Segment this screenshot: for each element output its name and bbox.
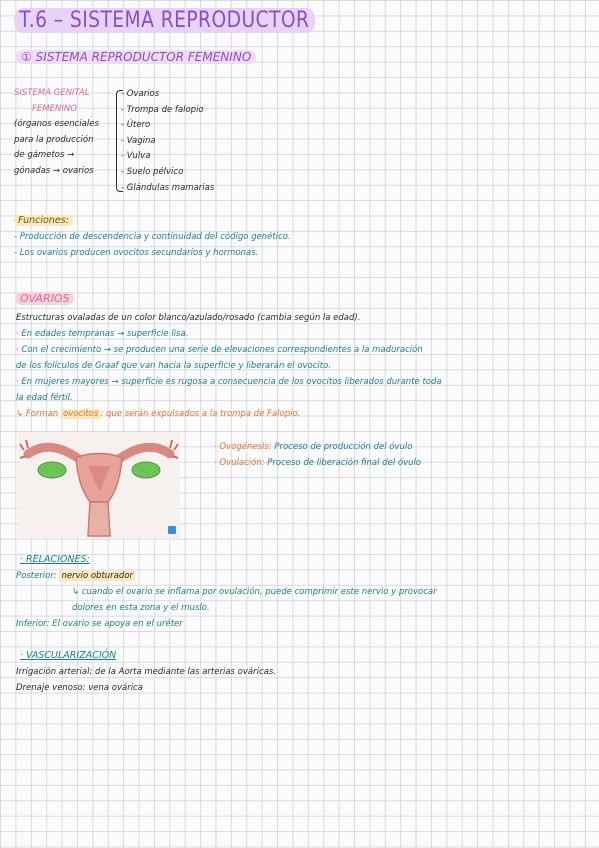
definition-text: Proceso de producción del óvulo [274,442,413,452]
genital-line: de gámetos → [14,150,75,161]
forman-highlight: ovocitos [63,409,99,419]
uterus-illustration [18,432,180,538]
relacion-inferior: Inferior: El ovario se apoya en el uréter [16,619,183,629]
organ-list [121,87,214,196]
page-title: T.6 – SISTEMA REPRODUCTOR [14,8,315,33]
genital-line: para la producción [14,134,94,145]
ovarios-line: la edad fértil. [16,393,73,403]
definition-ovogenesis [214,442,412,452]
definition-term: · Ovulación: [214,458,265,468]
posterior-note: dolores en esta zona y el muslo. [72,603,210,613]
genital-line: gónadas → ovarios [14,165,94,176]
genital-line: (órganos esenciales [14,119,99,130]
organ-item: - Suelo pélvico [121,166,184,177]
forman-prefix: ↳ Forman [16,409,59,419]
posterior-value: nervio obturador [61,571,133,581]
funciones-item: - Los ovarios producen ovocitos secundarios y hormonas. [14,248,259,258]
funciones-item: - Producción de descendencia y continuidad del código genético. [14,232,291,242]
funciones-heading: Funciones: [14,215,73,226]
forman-rest: : que serán expulsados a la trompa de Falopio. [100,409,301,419]
ovarios-heading: OVARIOS [16,292,74,305]
genital-line: SISTEMA GENITAL [14,88,90,98]
ovarios-line: · En mujeres mayores → superficie es rugosa a consecuencia de los ovocitos liberados durante toda [16,377,442,387]
ovarios-line: · Con el crecimiento → se producen una serie de elevaciones correspondientes a la maduración [16,345,423,355]
ovarios-line: Estructuras ovaladas de un color blanco/azulado/rosado (cambia según la edad). [16,313,361,323]
ovarios-line: de los folículos de Graaf que van hacia la superficie y liberarán el ovocito. [16,361,332,371]
forman-line [16,409,300,419]
ovarios-line: · En edades tempranas → superficie lisa. [16,329,189,339]
definition-text: Proceso de liberación final del óvulo [267,458,422,468]
posterior-label: Posterior: [16,571,57,581]
vascularizacion-heading: · VASCULARIZACIÓN [20,650,117,661]
vascularizacion-line: Irrigación arterial: de la Aorta mediante las arterias ováricas. [16,667,276,677]
image-badge-icon [168,526,176,534]
organ-item: - Trompa de falopio [121,104,204,115]
relaciones-heading: · RELACIONES: [20,554,90,565]
section-title: ① SISTEMA REPRODUCTOR FEMENINO [16,50,256,64]
definition-ovulacion [214,458,421,468]
genital-line: FEMENINO [32,103,77,114]
organ-item: - Glándulas mamarias [121,182,215,193]
organ-item: - Vagina [121,135,156,146]
organ-item: - Útero [121,120,151,131]
vascularizacion-line: Drenaje venoso: vena ovárica [16,683,143,693]
genital-description [14,86,99,180]
definition-term: · Ovogénesis: [214,442,272,452]
posterior-note: ↳ cuando el ovario se inflama por ovulación, puede comprimir este nervio y provocar [72,587,437,597]
organ-item: - Vulva [121,151,151,162]
relacion-posterior [16,571,135,581]
organ-item: - Ovarios [121,89,160,99]
